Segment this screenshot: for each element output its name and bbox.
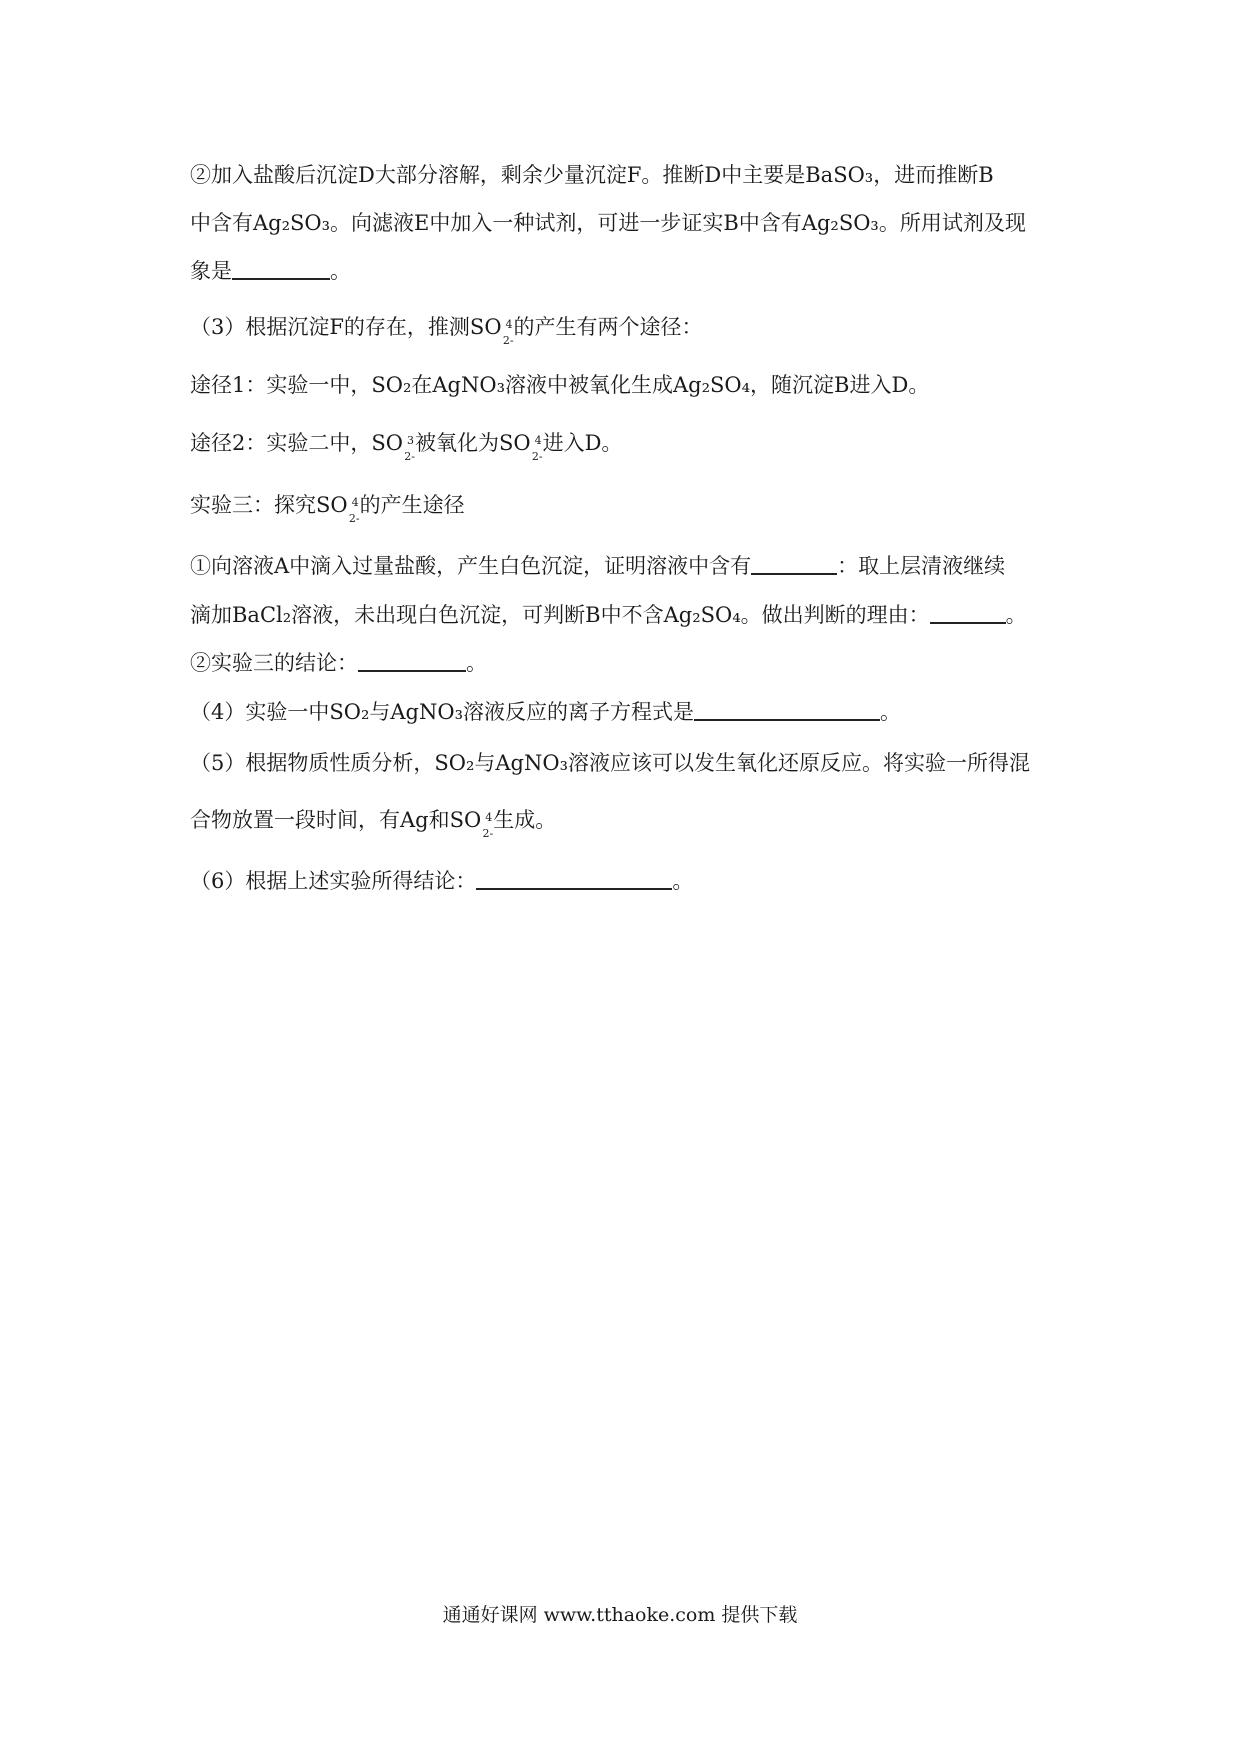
text-l1: ②加入盐酸后沉淀D大部分溶解，剩余少量沉淀F。推断D中主要是BaSO₃，进而推断B [190, 163, 994, 187]
line-14 [190, 866, 693, 896]
text-l3a: 象是 [190, 259, 232, 283]
line-11 [190, 697, 901, 727]
text-l5: 途径1：实验一中，SO₂在AgNO₃溶液中被氧化生成Ag₂SO₄，随沉淀B进入D。 [190, 373, 930, 397]
line-5 [190, 370, 929, 400]
text-l14b: 。 [672, 869, 694, 893]
text-l10b: 。 [466, 651, 487, 675]
text-l11b: 。 [880, 700, 901, 724]
text-l13a: 合物放置一段时间，有Ag和SO [190, 808, 482, 832]
text-l6b: 被氧化为SO [414, 431, 531, 455]
text-l8a: ①向溶液A中滴入过量盐酸，产生白色沉淀，证明溶液中含有 [190, 554, 752, 578]
line-4: （3）根据沉淀F的存在，推测SO 2- 4 的产生有两个途径： [190, 315, 703, 347]
page-footer: 通通好课网 www.tthaoke.com 提供下载 [442, 1604, 798, 1626]
answer-blank[interactable] [694, 697, 880, 721]
line-2 [190, 208, 1026, 238]
line-9 [190, 600, 1027, 630]
text-l14a: （6）根据上述实验所得结论： [190, 869, 477, 893]
text-l12: （5）根据物质性质分析，SO₂与AgNO₃溶液应该可以发生氧化还原反应。将实验一所得混 [190, 751, 1030, 775]
text-l3b: 。 [330, 259, 351, 283]
answer-blank[interactable] [751, 551, 837, 575]
text-l4b: 的产生有两个途径： [513, 315, 703, 339]
line-8 [190, 551, 1005, 581]
line-13: 合物放置一段时间，有Ag和SO 2- 4 生成。 [190, 808, 557, 840]
answer-blank[interactable] [358, 648, 466, 672]
line-10 [190, 648, 487, 678]
line-3 [190, 256, 351, 286]
answer-blank[interactable] [232, 256, 330, 280]
text-l11a: （4）实验一中SO₂与AgNO₃溶液反应的离子方程式是 [190, 700, 694, 724]
line-1 [190, 160, 994, 190]
line-6: 途径2：实验二中，SO 2- 3 被氧化为SO 2- 4 进入D。 [190, 431, 623, 463]
text-l9a: 滴加BaCl₂溶液，未出现白色沉淀，可判断B中不含Ag₂SO₄。做出判断的理由： [190, 603, 930, 627]
text-l8b: ：取上层清液继续 [837, 554, 1006, 578]
line-7: 实验三：探究SO 2- 4 的产生途径 [190, 493, 465, 525]
text-l6a: 途径2：实验二中，SO [190, 431, 403, 455]
text-l7a: 实验三：探究SO [190, 493, 348, 517]
text-l2: 中含有Ag₂SO₃。向滤液E中加入一种试剂，可进一步证实B中含有Ag₂SO₃。所用试剂及现 [190, 211, 1026, 235]
text-l7b: 的产生途径 [359, 493, 465, 517]
text-l6c: 进入D。 [542, 431, 623, 455]
text-l9b: 。 [1005, 603, 1027, 627]
answer-blank[interactable] [930, 600, 1006, 624]
line-12 [190, 748, 1030, 778]
answer-blank[interactable] [476, 866, 672, 890]
text-l10a: ②实验三的结论： [190, 651, 358, 675]
text-l13b: 生成。 [493, 808, 557, 832]
text-l4a: （3）根据沉淀F的存在，推测SO [190, 315, 502, 339]
